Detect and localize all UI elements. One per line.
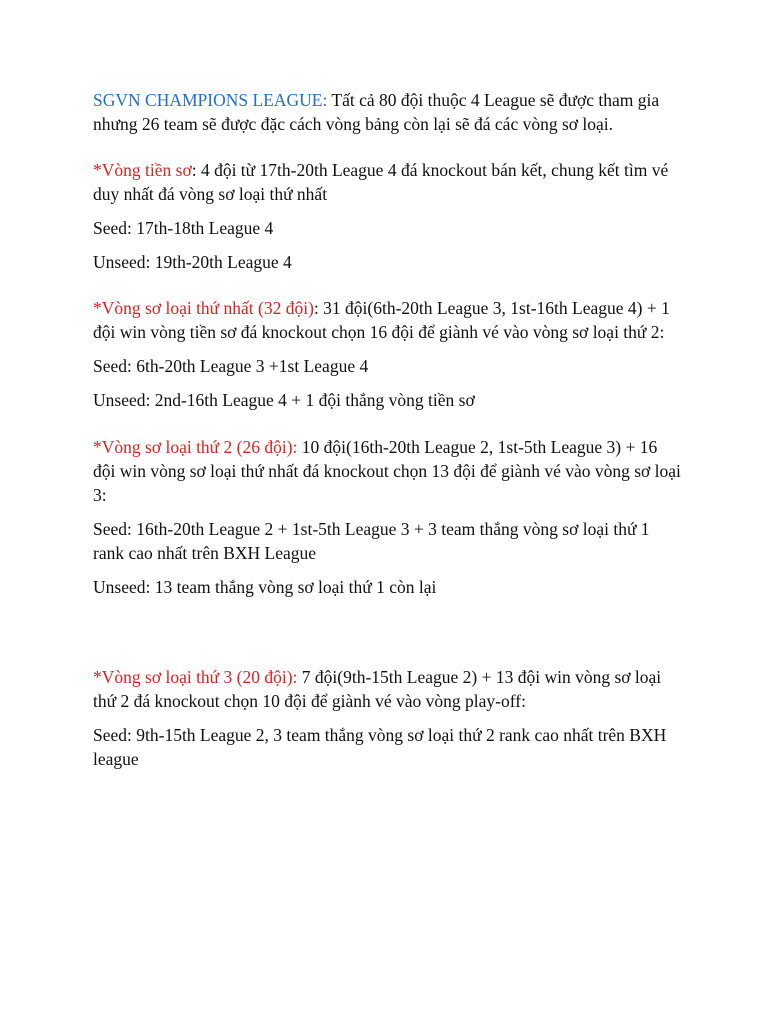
document-page (93, 88, 683, 781)
section-1-paragraph (93, 158, 683, 206)
intro-paragraph (93, 88, 683, 136)
section-2-heading: *Vòng sơ loại thứ nhất (32 đội) (93, 298, 314, 318)
section-3-text: 10 đội(16th-20th League 2, 1st-5th League 3) + 16 đội win vòng sơ loại thứ nhất đá knockout chọn 13 đội để giành vé vào vòng sơ loại 3: (93, 437, 681, 505)
intro-heading: SGVN CHAMPIONS LEAGUE: (93, 90, 328, 110)
section-4-seed-line: Seed: 9th-15th League 2, 3 team thắng vòng sơ loại thứ 2 rank cao nhất trên BXH league (93, 725, 667, 769)
section-1-unseed-line: Unseed: 19th-20th League 4 (93, 252, 292, 272)
intro-text: Tất cả 80 đội thuộc 4 League sẽ được tham gia nhưng 26 team sẽ được đặc cách vòng bảng còn lại sẽ đá các vòng sơ loại. (93, 90, 660, 134)
section-1-seed-line: Seed: 17th-18th League 4 (93, 218, 274, 238)
section-2-seed-line: Seed: 6th-20th League 3 +1st League 4 (93, 356, 369, 376)
section-3-heading: *Vòng sơ loại thứ 2 (26 đội): (93, 437, 298, 457)
section-4-heading: *Vòng sơ loại thứ 3 (20 đội): (93, 667, 298, 687)
section-4-paragraph (93, 665, 683, 713)
section-3-unseed-line: Unseed: 13 team thắng vòng sơ loại thứ 1 còn lại (93, 577, 437, 597)
section-4-text: 7 đội(9th-15th League 2) + 13 đội win vòng sơ loại thứ 2 đá knockout chọn 10 đội để giành vé vào vòng play-off: (93, 667, 662, 711)
section-2-unseed-line: Unseed: 2nd-16th League 4 + 1 đội thắng vòng tiền sơ (93, 390, 475, 410)
section-3-seed-line: Seed: 16th-20th League 2 + 1st-5th League 3 + 3 team thắng vòng sơ loại thứ 1 rank cao nhất trên BXH League (93, 519, 650, 563)
section-1-heading: *Vòng tiền sơ (93, 160, 192, 180)
section-2-paragraph (93, 296, 683, 344)
section-3-paragraph (93, 435, 683, 507)
section-2-text: : 31 đội(6th-20th League 3, 1st-16th League 4) + 1 đội win vòng tiền sơ đá knockout chọn 16 đội để giành vé vào vòng sơ loại thứ 2: (93, 298, 670, 342)
section-1-text: : 4 đội từ 17th-20th League 4 đá knockout bán kết, chung kết tìm vé duy nhất đá vòng sơ loại thứ nhất (93, 160, 669, 204)
